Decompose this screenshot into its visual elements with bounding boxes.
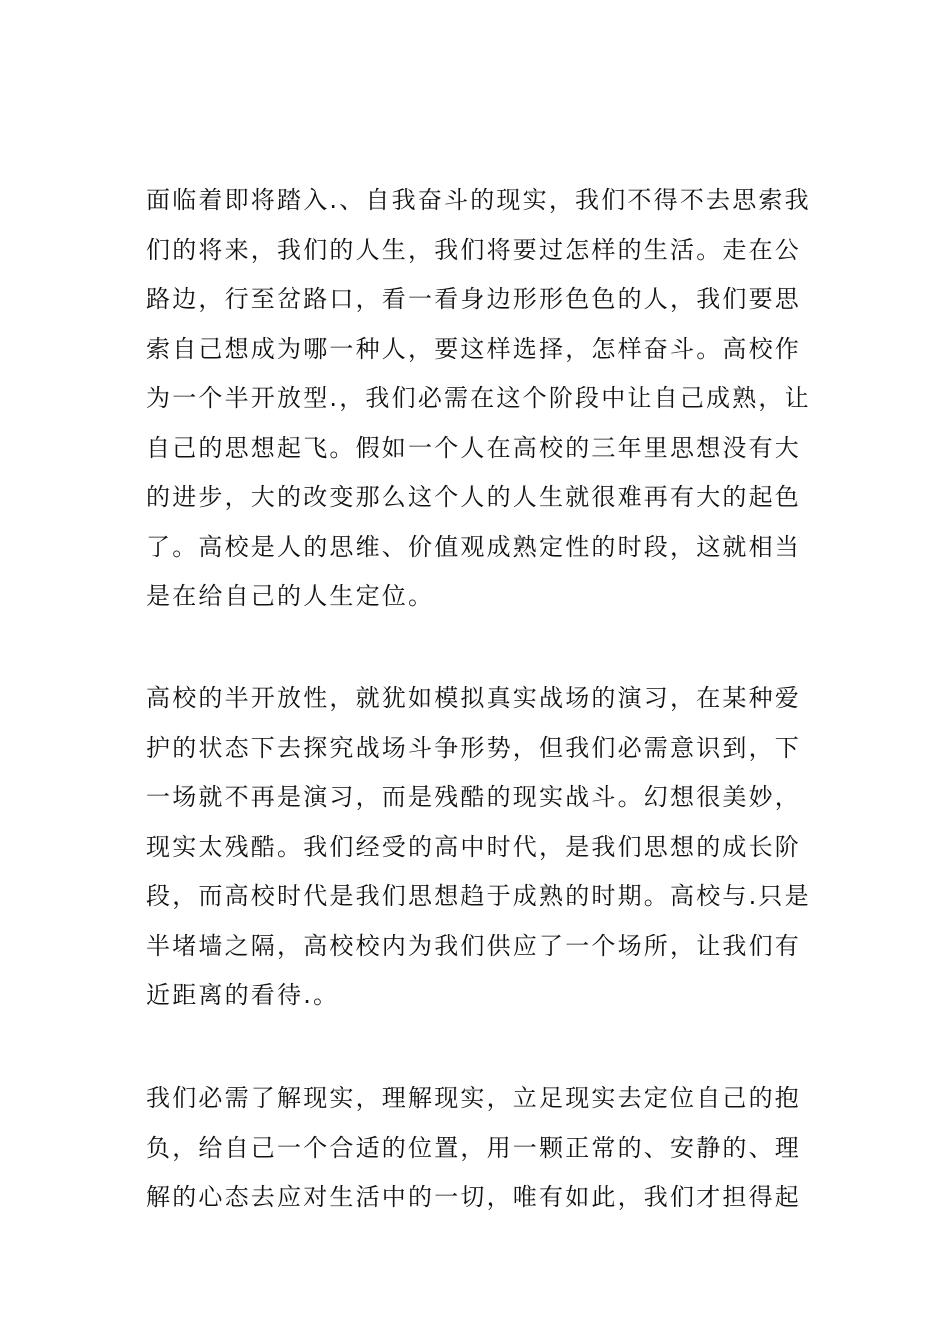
text-line: 我们必需了解现实，理解现实，立足现实去定位自己的抱 [146, 1084, 801, 1112]
text-line: 现实太残酷。我们经受的高中时代，是我们思想的成长阶 [146, 832, 801, 861]
text-line: 了。高校是人的思维、价值观成熟定性的时段，这就相当 [146, 532, 801, 561]
text-line: 面临着即将踏入.、自我奋斗的现实，我们不得不去思索我 [146, 186, 811, 214]
text-line: 护的状态下去探究战场斗争形势，但我们必需意识到，下 [146, 733, 801, 762]
text-line: 解的心态去应对生活中的一切，唯有如此，我们才担得起 [146, 1183, 801, 1211]
text-line: 索自己想成为哪一种人，要这样选择，怎样奋斗。高校作 [146, 334, 801, 363]
text-line: 一场就不再是演习，而是残酷的现实战斗。幻想很美妙， [146, 783, 801, 811]
text-line: 段，而高校时代是我们思想趋于成熟的时期。高校与.只是 [146, 882, 811, 910]
text-line: 近距离的看待.。 [146, 981, 340, 1009]
paragraph-2 [146, 674, 816, 1021]
text-line: 自己的思想起飞。假如一个人在高校的三年里思想没有大 [146, 433, 801, 462]
text-line: 负，给自己一个合适的位置，用一颗正常的、安静的、理 [146, 1133, 801, 1162]
text-line: 是在给自己的人生定位。 [146, 582, 435, 610]
paragraph-3 [146, 1074, 816, 1223]
paragraph-1 [146, 176, 816, 622]
text-line: 的进步，大的改变那么这个人的人生就很难再有大的起色 [146, 483, 801, 511]
text-line: 半堵墙之隔，高校校内为我们供应了一个场所，让我们有 [146, 931, 801, 960]
text-line: 为一个半开放型.，我们必需在这个阶段中让自己成熟，让 [146, 384, 811, 412]
text-line: 路边，行至岔路口，看一看身边形形色色的人，我们要思 [146, 285, 801, 313]
text-line: 们的将来，我们的人生，我们将要过怎样的生活。走在公 [146, 235, 801, 264]
text-line: 高校的半开放性，就犹如模拟真实战场的演习，在某种爱 [146, 684, 801, 712]
